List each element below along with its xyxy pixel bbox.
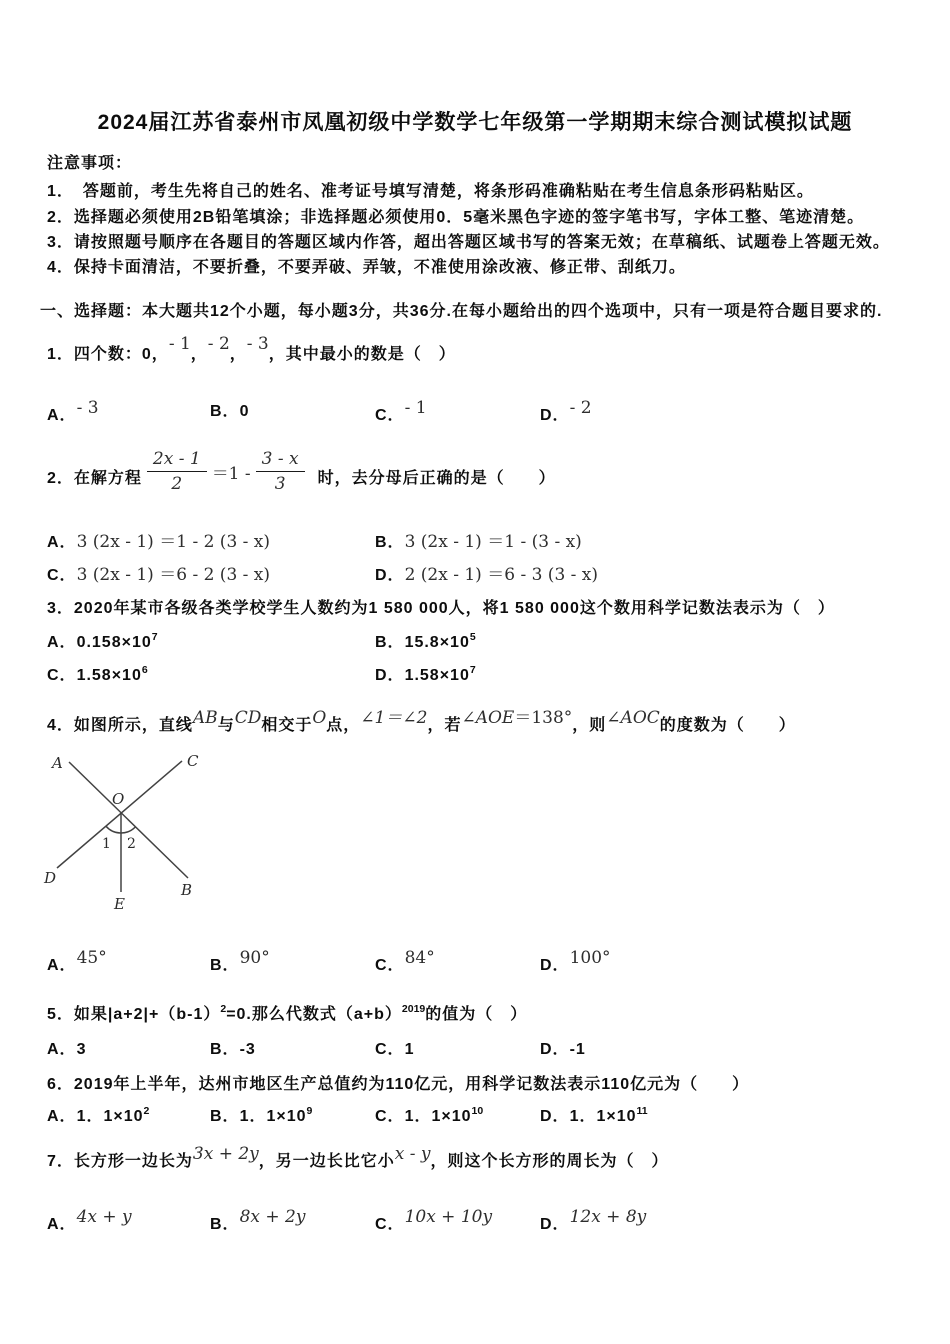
option-label: D．: [540, 1041, 570, 1058]
figure-label-o: O: [112, 790, 125, 808]
figure-label-angle-1: 1: [102, 836, 111, 852]
q6-option-b: [210, 1103, 312, 1126]
option-label: D．: [375, 667, 405, 684]
option-value: 1．1×10: [239, 1108, 307, 1125]
option-value: - 2: [569, 398, 592, 418]
q7-math-side1: 3x + 2y: [192, 1144, 259, 1164]
option-exponent: 6: [141, 664, 148, 676]
option-value: 8x + 2y: [239, 1207, 306, 1227]
q7-options: [47, 1207, 950, 1241]
option-exponent: 5: [469, 631, 476, 643]
q3-option-a: [47, 629, 158, 652]
option-label: D．: [540, 1216, 570, 1233]
q5-text-end: 的值为（ ）: [425, 1006, 528, 1023]
q2-fraction-2: [256, 449, 305, 494]
q1-text-end: ，其中最小的数是（ ）: [268, 346, 456, 363]
q4-math-o: O: [312, 708, 327, 728]
option-value: -1: [569, 1041, 586, 1058]
q4-math-aoe: ∠AOE: [461, 708, 515, 728]
option-label: C．: [375, 407, 405, 424]
q5-exponent-2: 2: [220, 1003, 227, 1015]
option-label: A．: [47, 1108, 77, 1125]
q7-stem: [47, 1144, 669, 1171]
q5-text: =0.那么代数式（a+b）: [226, 1006, 402, 1023]
q4-text: 点，: [326, 717, 361, 734]
q4-math-angle12: ∠1＝∠2: [360, 708, 428, 728]
option-label: A．: [47, 634, 77, 651]
q2-fraction-1: [147, 449, 207, 494]
option-label: D．: [540, 957, 570, 974]
q4-text: 的度数为（ ）: [659, 717, 796, 734]
line-cd: [57, 761, 182, 868]
option-value: 1.58×10: [404, 667, 470, 684]
option-value: 1.58×10: [76, 667, 142, 684]
q5-option-a: [47, 1036, 86, 1059]
q1-options: [47, 398, 950, 432]
q4-math-aoc: ∠AOC: [606, 708, 660, 728]
q4-text: 4．如图所示，直线: [47, 717, 193, 734]
notice-item-3: 3．请按照题号顺序在各题目的答题区域内作答，超出答题区域书写的答案无效；在草稿纸、试题卷上答题无效。: [47, 234, 890, 251]
option-exponent: 7: [151, 631, 158, 643]
q1-comma-1: ，: [190, 346, 208, 363]
option-value: 3 (2x - 1) ＝1 - 2 (3 - x): [76, 532, 271, 552]
option-label: A．: [47, 1216, 77, 1233]
q4-math-138: ＝138°: [514, 708, 573, 728]
q5-text: 5．如果|a+2|+（b-1）: [47, 1006, 221, 1023]
option-value: -3: [239, 1041, 256, 1058]
q6-options: [47, 1103, 950, 1137]
option-value: 1．1×10: [76, 1108, 144, 1125]
q2-text-end: 时，去分母后正确的是（ ）: [317, 469, 556, 487]
q7-option-b: [210, 1207, 305, 1234]
option-value: 10x + 10y: [404, 1207, 493, 1227]
q4-figure: [42, 744, 217, 919]
option-label: B．: [210, 1216, 240, 1233]
q3-stem: 3．2020年某市各级各类学校学生人数约为1 580 000人，将1 580 000这个数用科学记数法表示为（ ）: [47, 600, 835, 617]
option-label: A．: [47, 1041, 77, 1058]
q4-math-ab: AB: [192, 708, 218, 728]
option-value: 3 (2x - 1) ＝6 - 2 (3 - x): [76, 565, 271, 585]
option-label: B．: [210, 1108, 240, 1125]
q4-text: 相交于: [261, 717, 313, 734]
q4-options: [47, 948, 950, 982]
q2-stem: [47, 440, 556, 502]
option-label: C．: [375, 957, 405, 974]
q1-math-1: - 1: [168, 334, 191, 354]
q2-text: 2．在解方程: [47, 469, 142, 487]
q7-text: ，另一边长比它小: [258, 1153, 395, 1170]
q1-comma-2: ，: [229, 346, 247, 363]
q4-text: ，若: [427, 717, 462, 734]
option-label: D．: [375, 567, 405, 584]
q1-math-2: - 2: [207, 334, 230, 354]
q6-option-d: [540, 1103, 648, 1126]
option-value: - 3: [76, 398, 99, 418]
fraction-denominator: 3: [274, 473, 286, 494]
q7-option-a: [47, 1207, 132, 1234]
option-value: 0.158×10: [76, 634, 152, 651]
q7-option-d: [540, 1207, 646, 1234]
q7-text-end: ，则这个长方形的周长为（ ）: [430, 1153, 669, 1170]
q7-text: 7．长方形一边长为: [47, 1153, 193, 1170]
q6-option-c: [375, 1103, 483, 1126]
option-value: 15.8×10: [404, 634, 470, 651]
q1-text: 1．四个数：0，: [47, 346, 169, 363]
q5-option-b: [210, 1036, 256, 1059]
section-header: 一、选择题：本大题共12个小题，每小题3分，共36分.在每小题给出的四个选项中，只有一项是符合题目要求的.: [40, 303, 883, 320]
fraction-numerator: 3 - x: [256, 449, 305, 472]
q3-option-d: [375, 662, 476, 685]
q3-option-b: [375, 629, 476, 652]
fraction-numerator: 2x - 1: [147, 449, 207, 472]
q2-equals: ＝1 -: [211, 463, 251, 484]
q3-options-row-2: [47, 662, 950, 696]
option-value: 0: [239, 403, 250, 420]
q1-option-b: [210, 398, 249, 421]
line-ab: [69, 762, 188, 878]
figure-label-b: B: [181, 881, 193, 899]
option-exponent: 11: [636, 1105, 648, 1117]
option-label: B．: [375, 534, 405, 551]
q2-option-c: [47, 560, 270, 585]
q2-option-b: [375, 527, 582, 552]
q7-math-side2: x - y: [394, 1144, 431, 1164]
notice-item-1: 1． 答题前，考生先将自己的姓名、准考证号填写清楚，将条形码准确粘贴在考生信息条形码粘贴区。: [47, 183, 814, 200]
q5-exponent-2019: 2019: [401, 1003, 426, 1015]
q5-option-d: [540, 1036, 586, 1059]
option-label: C．: [375, 1108, 405, 1125]
option-value: 4x + y: [76, 1207, 132, 1227]
q1-stem: [47, 334, 456, 364]
q3-options-row-1: [47, 629, 950, 663]
figure-label-c: C: [187, 752, 199, 770]
q4-text: 与: [217, 717, 235, 734]
option-label: A．: [47, 957, 77, 974]
fraction-denominator: 2: [171, 473, 183, 494]
q2-option-a: [47, 527, 270, 552]
option-value: 3 (2x - 1) ＝1 - (3 - x): [404, 532, 582, 552]
option-exponent: 2: [143, 1105, 150, 1117]
q4-option-b: [210, 948, 270, 975]
intersecting-lines-diagram: [42, 744, 217, 914]
option-label: D．: [540, 1108, 570, 1125]
option-label: C．: [47, 567, 77, 584]
option-label: C．: [375, 1041, 405, 1058]
figure-label-angle-2: 2: [127, 836, 136, 852]
figure-label-e: E: [114, 895, 125, 913]
option-label: B．: [210, 957, 240, 974]
notice-heading: 注意事项：: [47, 155, 133, 172]
option-label: C．: [375, 1216, 405, 1233]
q1-option-a: [47, 398, 99, 425]
option-value: 2 (2x - 1) ＝6 - 3 (3 - x): [404, 565, 599, 585]
option-label: A．: [47, 534, 77, 551]
q7-option-c: [375, 1207, 492, 1234]
option-value: 12x + 8y: [569, 1207, 647, 1227]
option-value: 100°: [569, 948, 611, 968]
q4-stem: [47, 703, 796, 735]
q4-math-cd: CD: [234, 708, 262, 728]
page-title: 2024届江苏省泰州市凤凰初级中学数学七年级第一学期期末综合测试模拟试题: [97, 111, 853, 134]
q4-option-d: [540, 948, 611, 975]
notice-item-2: 2．选择题必须使用2B铅笔填涂；非选择题必须使用0．5毫米黑色字迹的签字笔书写，字体工整、笔迹清楚。: [47, 209, 865, 226]
option-label: B．: [375, 634, 405, 651]
option-exponent: 10: [471, 1105, 484, 1117]
option-label: B．: [210, 403, 240, 420]
q3-option-c: [47, 662, 148, 685]
q4-option-a: [47, 948, 107, 975]
option-value: 45°: [76, 948, 107, 968]
option-value: 1: [404, 1041, 415, 1058]
option-label: A．: [47, 407, 77, 424]
option-value: 1．1×10: [569, 1108, 637, 1125]
option-value: 3: [76, 1041, 87, 1058]
option-value: 84°: [404, 948, 435, 968]
notice-item-4: 4．保持卡面清洁，不要折叠，不要弄破、弄皱，不准使用涂改液、修正带、刮纸刀。: [47, 259, 686, 276]
q6-stem: 6．2019年上半年，达州市地区生产总值约为110亿元，用科学记数法表示110亿元为（ ）: [47, 1076, 750, 1093]
option-label: D．: [540, 407, 570, 424]
q2-options-row-1: [47, 527, 950, 561]
q4-option-c: [375, 948, 435, 975]
option-label: C．: [47, 667, 77, 684]
q2-options-row-2: [47, 560, 950, 594]
figure-label-d: D: [44, 869, 57, 887]
option-label: B．: [210, 1041, 240, 1058]
q5-options: [47, 1036, 950, 1070]
q2-option-d: [375, 560, 598, 585]
q6-option-a: [47, 1103, 149, 1126]
q1-math-3: - 3: [246, 334, 269, 354]
option-value: 1．1×10: [404, 1108, 472, 1125]
q5-stem: [47, 1001, 527, 1024]
option-exponent: 9: [306, 1105, 313, 1117]
option-value: - 1: [404, 398, 427, 418]
q1-option-c: [375, 398, 427, 425]
q4-text: ，则: [572, 717, 607, 734]
figure-label-a: A: [52, 754, 63, 772]
q5-option-c: [375, 1036, 414, 1059]
option-value: 90°: [239, 948, 270, 968]
option-exponent: 7: [469, 664, 476, 676]
q1-option-d: [540, 398, 592, 425]
